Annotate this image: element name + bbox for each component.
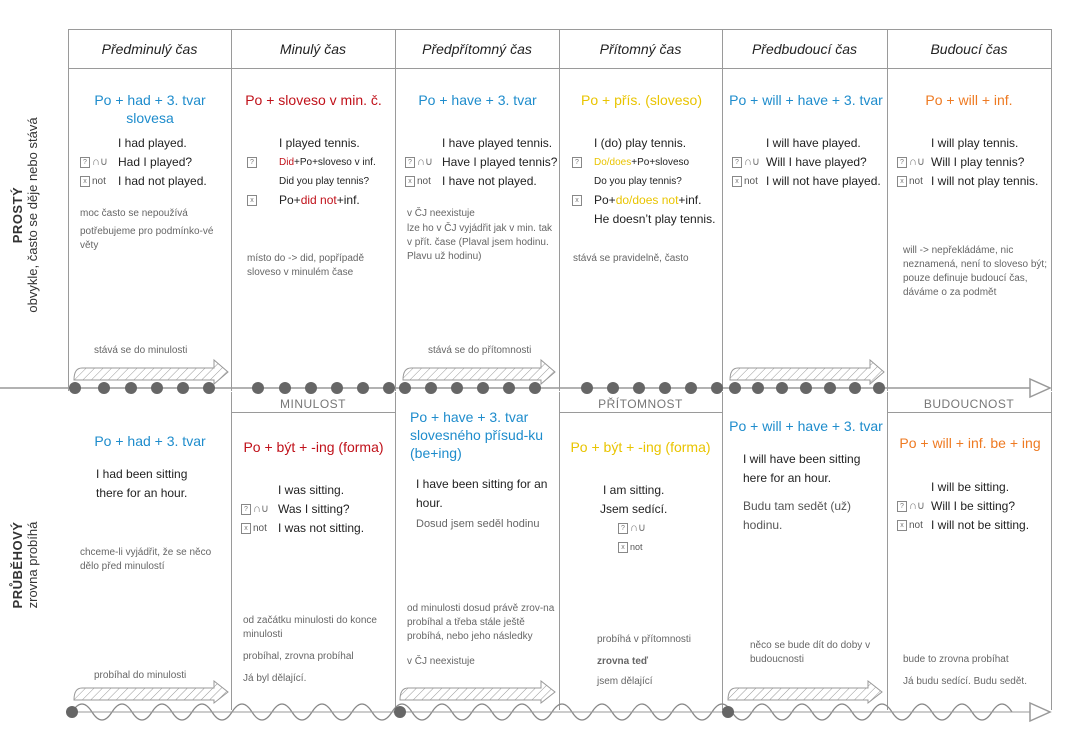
simple-c3-ex3: I have not played. [442, 174, 537, 188]
cont-c3-ex1: I have been sitting for an hour. [416, 477, 548, 510]
negative-icon: x not [897, 172, 929, 191]
row-label-simple-sub: obvykle, často se děje nebo stává [25, 117, 40, 313]
row-label-continuous-title: PRŮBĚHOVÝ [10, 521, 25, 609]
simple-c1-examples [80, 134, 207, 191]
simple-c6-ex2: Will I play tennis? [931, 155, 1025, 169]
simple-c2-note1: místo do -> did, popřípadě sloveso v minulém čase [247, 253, 365, 278]
label-budoucnost: BUDOUCNOST [923, 397, 1015, 411]
simple-c2-ex2-did: Did [279, 157, 295, 168]
simple-c3-note2: lze ho v ČJ vyjádřit jak v min. tak v přít. čase (Plaval jsem hodinu. Plavu už hodinu) [407, 223, 553, 262]
arrow-future-perfect-simple [722, 352, 888, 388]
cont-c1-note1: chceme-li vyjádřit, že se něco dělo před minulostí [80, 547, 212, 572]
column-header-present: Přítomný čas [599, 41, 682, 57]
cont-c4-ex1: I am sitting. [603, 483, 665, 497]
simple-c6-examples [897, 134, 1038, 191]
question-wave-icon: ? ∩∪ [80, 153, 112, 172]
cont-c2-note1: od začátku minulosti do konce minulosti [243, 615, 377, 640]
simple-c6-ex1: I will play tennis. [931, 136, 1019, 150]
simple-c3-arrow-label: stává se do přítomnosti [428, 345, 532, 356]
question-wave-icon: ? ∩∪ [241, 500, 273, 519]
row-label-continuous [10, 475, 50, 655]
simple-c4-note1: stává se pravidelně, často [573, 253, 689, 264]
simple-c6-note1: will -> nepřekládáme, nic neznamená, není to sloveso být; pouze definuje budoucí čas, dáváme o za podmět [903, 245, 1047, 298]
arrow-present-perfect-simple [395, 352, 560, 388]
simple-c6-formula: Po + will + inf. [925, 92, 1013, 108]
cont-c1-arrow-label: probíhal do minulosti [94, 670, 187, 681]
negative-icon: x not [897, 516, 929, 535]
cont-c2-examples [241, 481, 364, 538]
simple-c5-ex3: I will not have played. [766, 174, 881, 188]
row-label-continuous-sub: zrovna probíhá [25, 521, 40, 609]
simple-c2-formula: Po + sloveso v min. č. [245, 92, 382, 108]
simple-c5-ex1: I will have played. [766, 136, 861, 150]
cont-c3-formula: Po + have + 3. tvar slovesného přísud-ku (be+ing) [410, 409, 544, 461]
cont-c5-formula: Po + will + have + 3. tvar [729, 418, 883, 434]
simple-c2-ex3: Did you play tennis? [279, 176, 370, 187]
cont-c6-formula: Po + will + inf. be + ing [899, 435, 1041, 451]
simple-c2-ex4-c: +inf. [336, 193, 360, 207]
simple-c3-formula: Po + have + 3. tvar [418, 92, 537, 108]
row-label-simple-title: PROSTÝ [10, 186, 25, 244]
simple-c4-ex3: Do you play tennis? [594, 176, 682, 187]
cont-c2-ex1: I was sitting. [278, 483, 345, 497]
cont-c4-ex2: Jsem sedící. [600, 502, 668, 516]
simple-c4-ex2-a: Do/does [594, 157, 632, 168]
simple-c2-ex1: I played tennis. [279, 136, 360, 150]
negative-icon: x not [405, 172, 437, 191]
cont-c1-ex1: I had been sitting there for an hour. [96, 467, 188, 500]
question-icon: ? [572, 157, 582, 168]
column-header-future: Budoucí čas [930, 41, 1008, 57]
cont-c6-note1: bude to zrovna probíhat [903, 654, 1009, 665]
simple-c2-ex2-rest: +Po+sloveso v inf. [294, 157, 376, 168]
simple-c1-ex3: I had not played. [118, 174, 207, 188]
simple-c2-ex4-b: did not [300, 193, 337, 207]
question-icon: ? [247, 157, 257, 168]
simple-c4-ex4-c: +inf. [678, 193, 702, 207]
cont-c2-ex3: I was not sitting. [278, 521, 365, 535]
simple-c4-formula: Po + přís. (sloveso) [581, 92, 702, 108]
cont-c3-note1: od minulosti dosud právě zrov-na probíhal a třeba stále ještě probíhá, nebo jeho následky [407, 603, 555, 642]
simple-c4-ex4-a: Po+ [594, 193, 616, 207]
simple-c5-ex2: Will I have played? [766, 155, 867, 169]
simple-c4-ex5: He doesn’t play tennis. [594, 212, 716, 226]
simple-c1-note1: moc často se nepoužívá [80, 208, 188, 219]
row-label-simple [10, 95, 50, 335]
cont-c5-note1: něco se bude dít do doby v budoucnosti [750, 640, 871, 665]
column-header-present-perfect: Předpřítomný čas [422, 41, 532, 57]
cont-c3-note2: v ČJ neexistuje [407, 656, 475, 667]
cont-c4-examples: I am sitting. Jsem sedící. ? ∩∪ x not [600, 483, 668, 552]
label-minulost: MINULOST [279, 397, 346, 411]
simple-c4-examples [572, 134, 715, 229]
cont-c2-note3: Já byl dělající. [243, 673, 307, 684]
question-wave-icon: ? ∩∪ [732, 153, 764, 172]
question-wave-icon: ? ∩∪ [405, 153, 437, 172]
question-icon: ? [618, 523, 628, 534]
simple-c5-formula: Po + will + have + 3. tvar [729, 92, 883, 108]
negative-icon: x not [732, 172, 764, 191]
simple-c3-ex2: Have I played tennis? [442, 155, 558, 169]
label-pritomnost: PŘÍTOMNOST [598, 397, 683, 411]
cont-c6-ex2: Will I be sitting? [931, 499, 1016, 513]
cont-c4-formula: Po + být + -ing (forma) [570, 439, 711, 455]
simple-c1-ex2: Had I played? [118, 155, 193, 169]
simple-c2-examples [247, 134, 376, 210]
simple-c6-ex3: I will not play tennis. [931, 174, 1039, 188]
simple-c1-ex1: I had played. [118, 136, 187, 150]
negative-icon: x [618, 542, 628, 553]
cont-c4-note3: jsem dělající [597, 676, 653, 687]
simple-c4-ex1: I (do) play tennis. [594, 136, 687, 150]
negative-icon: x not [80, 172, 112, 191]
cont-c6-ex3: I will not be sitting. [931, 518, 1030, 532]
column-header-past: Minulý čas [279, 41, 347, 57]
simple-c4-ex4-b: do/does not [615, 193, 679, 207]
simple-c3-ex1: I have played tennis. [442, 136, 553, 150]
cont-c6-examples [897, 478, 1029, 535]
negative-icon: x [572, 195, 582, 206]
negative-icon: x [247, 195, 257, 206]
cont-c6-note2: Já budu sedící. Budu sedět. [903, 676, 1027, 687]
simple-c5-examples [732, 134, 881, 191]
column-header-pluperfect: Předminulý čas [101, 41, 198, 57]
cont-c5-ex1: I will have been sitting here for an hour. [743, 452, 861, 485]
cont-c4-note2: zrovna teď [597, 656, 649, 667]
cont-c2-note2: probíhal, zrovna probíhal [243, 651, 354, 662]
cont-c5-ex2: Budu tam sedět (už) hodinu. [743, 499, 852, 532]
cont-c2-ex2: Was I sitting? [278, 502, 350, 516]
column-header-future-perfect: Předbudoucí čas [751, 41, 858, 57]
cont-c4-note1: probíhá v přítomnosti [597, 634, 691, 645]
simple-c1-formula: Po + had + 3. tvar slovesa [94, 92, 206, 126]
simple-c3-examples [405, 134, 557, 191]
cont-c2-formula: Po + být + -ing (forma) [243, 439, 384, 455]
simple-c1-arrow-label: stává se do minulosti [94, 345, 188, 356]
simple-c1-note2: potřebujeme pro podmínko-vé věty [80, 226, 214, 251]
cont-c3-ex2: Dosud jsem seděl hodinu [416, 518, 540, 530]
negative-icon: x not [241, 519, 273, 538]
wave-icon: ∩∪ [630, 522, 646, 534]
simple-c2-ex4-a: Po+ [279, 193, 301, 207]
simple-c4-ex2-b: +Po+sloveso [631, 157, 690, 168]
question-wave-icon: ? ∩∪ [897, 497, 929, 516]
cont-c6-ex1: I will be sitting. [931, 480, 1010, 494]
cont-c1-formula: Po + had + 3. tvar [94, 433, 206, 449]
arrow-pluperfect-simple [68, 352, 233, 388]
simple-c3-note1: v ČJ neexistuje [407, 208, 475, 219]
question-wave-icon: ? ∩∪ [897, 153, 929, 172]
